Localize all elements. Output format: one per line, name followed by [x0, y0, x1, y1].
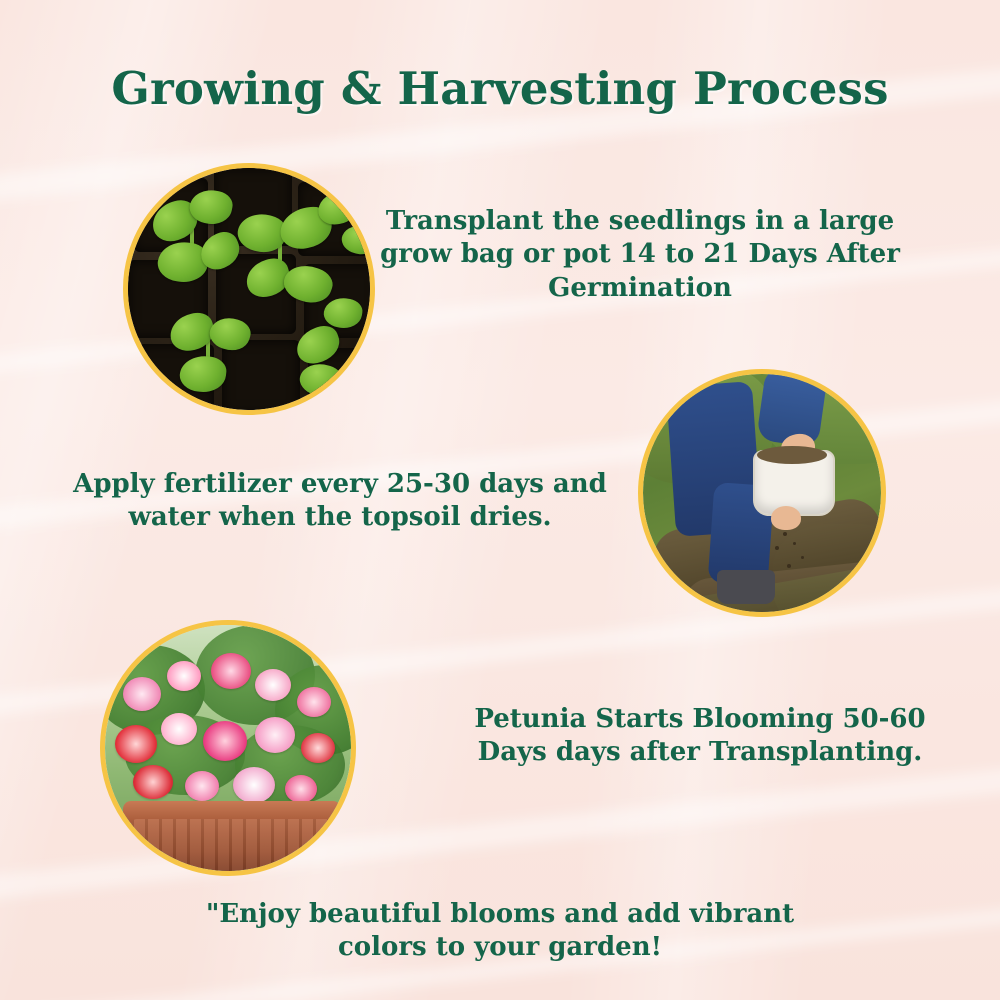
child-applying-fertilizer-photo: [638, 369, 886, 617]
step-caption-bloom: [450, 703, 950, 770]
seedlings-in-pots-photo: [123, 163, 375, 415]
step-caption-bloom-text: Petunia Starts Blooming 50-60 Days days after Transplanting.: [474, 704, 926, 768]
page-title: Growing & Harvesting Process: [111, 62, 889, 115]
blooming-petunias-photo: [100, 620, 356, 876]
step-caption-transplant: Transplant the seedlings in a large grow bag or pot 14 to 21 Days After Germination: [380, 206, 900, 303]
step-caption-fertilize: Apply fertilizer every 25-30 days and water when the topsoil dries.: [73, 469, 607, 533]
footer-text: "Enjoy beautiful blooms and add vibrant colors to your garden!: [205, 899, 795, 963]
